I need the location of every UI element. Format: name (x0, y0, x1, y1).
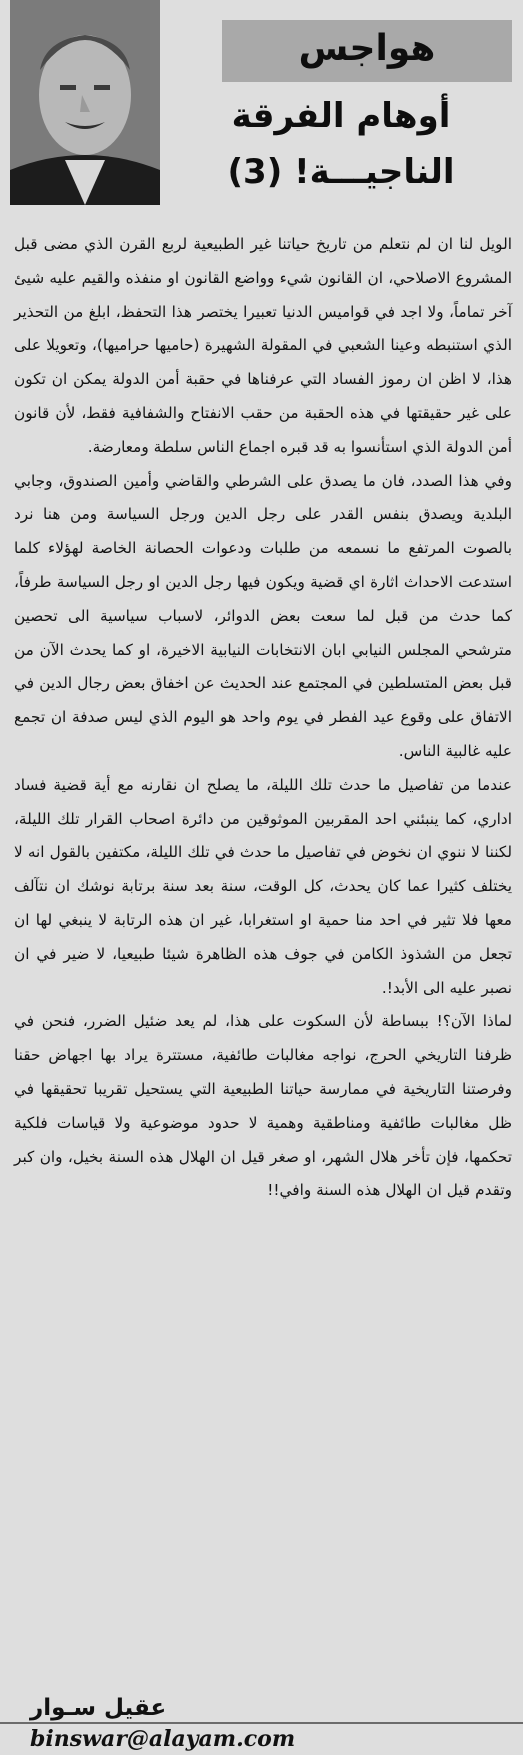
author-email: binswar@alayam.com (30, 1726, 296, 1752)
author-portrait (10, 0, 160, 205)
paragraph: لماذا الآن؟! ببساطة لأن السكوت على هذا، لم يعد ضئيل الضرر، فنحن في ظرفنا التاريخي الحرج، نواجه مغالبات طائفية، مستترة يراد بها اجهاض حقنا وفرصتنا التاريخية في ممارسة حياتنا الطبيعية التي يستحيل تقريبا تحقيقها في ظل مغالبات طائفية ومناطقية وهمية لا حدود موضوعية ولا قياسات فلكية تحكمها، فإن تأخر هلال الشهر، او صغر قيل ان الهلال هذه السنة بخيل، وان كبر وتقدم قيل ان الهلال هذه السنة وافي!! (14, 1012, 512, 1200)
column-name-box (222, 20, 512, 82)
paragraph: الويل لنا ان لم نتعلم من تاريخ حياتنا غير الطبيعية لربع القرن الذي مضى قبل المشروع الاصلاحي، ان القانون شيء وواضع القانون او منفذه والقيم عليه شيئ آخر تماماً، ولا اجد في قواميس الدنيا تعبيرا يختصر هذا التحفظ، ابلغ من التحذير الذي استنبطه وعينا الشعبي في المقولة الشهيرة (حاميها حراميها)، وتعويلا على هذا، لا اظن ان رموز الفساد التي عرفناها في حقبة أمن الدولة يمكن ان تكون على غير حقيقتها في هذه الحقبة من حقب الانفتاح والشفافية فقط، لأن قانون أمن الدولة الذي استأنسوا به قد قبره اجماع الناس سلطة ومعارضة. (14, 235, 512, 456)
headline-line1: أوهام الفرقة (231, 96, 451, 136)
author-portrait-drawing (10, 0, 160, 205)
column-header (0, 0, 523, 230)
paragraph: عندما من تفاصيل ما حدث تلك الليلة، ما يصلح ان نقارنه مع أية قضية فساد اداري، كما ينبئني احد المقربين الموثوقين من دائرة اصحاب القرار تلك الليلة، لكننا لا ننوي ان نخوض في تفاصيل ما حدث في تلك الليلة، مكتفين بالقول انه لا يختلف كثيرا عما كان يحدث، كل الوقت، سنة بعد سنة برتابة نوشك ان نتآلف معها فلا تثير في احد منا حمية او استغرابا، غير ان هذه الرتابة لا ينبغي لها ان تجعل من الشذوذ الكامن في جوف هذه الظاهرة شيئا طبيعيا، لا ضير في ان نصبر عليه الى الأبد!. (14, 775, 512, 997)
paragraph: وفي هذا الصدد، فان ما يصدق على الشرطي والقاضي وأمين الصندوق، وجابي البلدية ويصدق بنفس القدر على رجل الدين ورجل السياسة ومن هنا نرد بالصوت المرتفع ما نسمعه من طلبات ودعوات الحصانة الخاصة لهؤلاء كلما استدعت الاحداث اثارة اي قضية ويكون فيها رجل الدين او رجل السياسة طرفاً، كما حدث من قبل لما سعت بعض الدوائر، لاسباب سياسية الى تحصين مترشحي المجلس النيابي ابان الانتخابات النيابية الاخيرة، او كما يحدث الآن من قبل بعض المتسلطين في المجتمع عند الحديث عن اخفاق بعض رجال الدين في الاتفاق على وقوع عيد الفطر في يوم واحد هو اليوم الذي ليس صدفة ان تجمع عليه غالبية الناس. (14, 471, 512, 760)
divider (0, 1722, 523, 1724)
column-name: هواجس (298, 28, 436, 69)
headline-line2: الناجيـــة! (3) (227, 152, 455, 192)
article-body (14, 228, 512, 1208)
author-name: عقيل سـوار (30, 1695, 167, 1721)
